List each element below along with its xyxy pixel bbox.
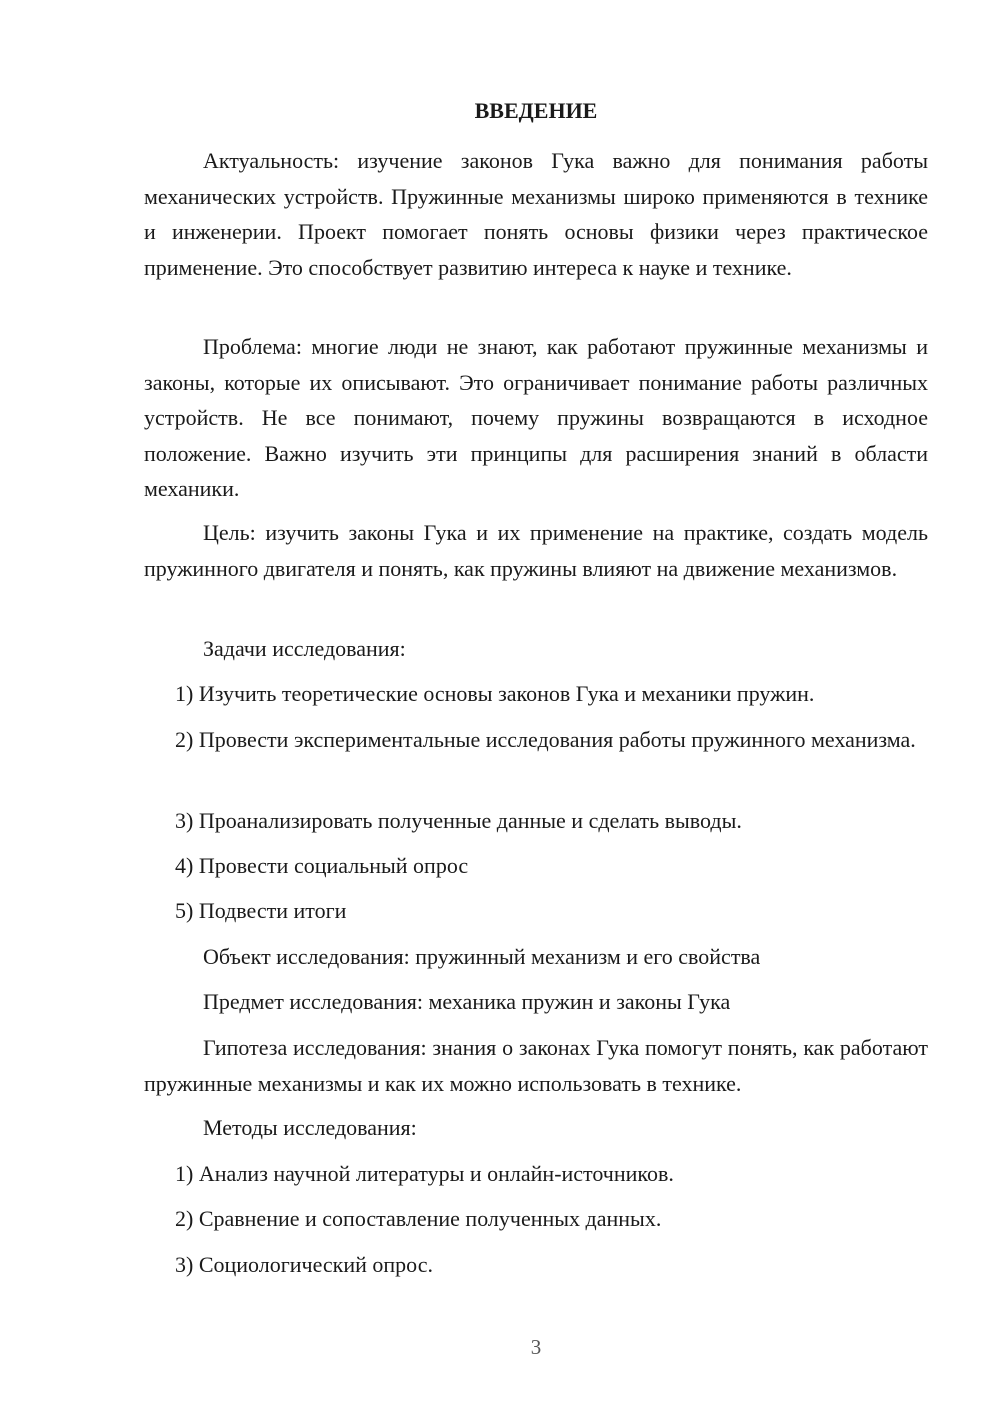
section-title: ВВЕДЕНИЕ	[474, 98, 598, 123]
research-hypothesis: Гипотеза исследования: знания о законах Гука помогут понять, как работают пружинные механизмы и как их можно использовать в технике.	[144, 1035, 928, 1096]
task-item-5: 5) Подвести итоги	[175, 898, 347, 923]
task-item-3: 3) Проанализировать полученные данные и сделать выводы.	[175, 808, 742, 833]
method-item-2: 2) Сравнение и сопоставление полученных данных.	[175, 1206, 662, 1231]
goal-paragraph: Цель: изучить законы Гука и их применение на практике, создать модель пружинного двигателя и понять, как пружины влияют на движение механизмов.	[144, 520, 928, 581]
tasks-heading: Задачи исследования:	[203, 636, 406, 661]
task-item-1: 1) Изучить теоретические основы законов Гука и механики пружин.	[175, 681, 815, 706]
problem-paragraph: Проблема: многие люди не знают, как работают пружинные механизмы и законы, которые их описывают. Это ограничивает понимание работы различных устройств. Не все понимают, почему пружины возвращаются в исходное положение. Важно изучить эти принципы для расширения знаний в области механики.	[144, 334, 928, 501]
relevance-paragraph: Актуальность: изучение законов Гука важно для понимания работы механических устройств. Пружинные механизмы широко применяются в технике и инженерии. Проект помогает понять основы физики через практическое применение. Это способствует развитию интереса к науке и технике.	[144, 148, 928, 280]
method-item-1: 1) Анализ научной литературы и онлайн-источников.	[175, 1161, 674, 1186]
document-page	[144, 0, 928, 1414]
methods-heading: Методы исследования:	[203, 1115, 417, 1140]
research-object: Объект исследования: пружинный механизм и его свойства	[203, 944, 761, 969]
page-number: 3	[530, 1335, 542, 1359]
task-item-4: 4) Провести социальный опрос	[175, 853, 469, 878]
method-item-3: 3) Социологический опрос.	[175, 1252, 433, 1277]
research-subject: Предмет исследования: механика пружин и законы Гука	[203, 989, 731, 1014]
task-item-2: 2) Провести экспериментальные исследования работы пружинного механизма.	[175, 727, 916, 752]
